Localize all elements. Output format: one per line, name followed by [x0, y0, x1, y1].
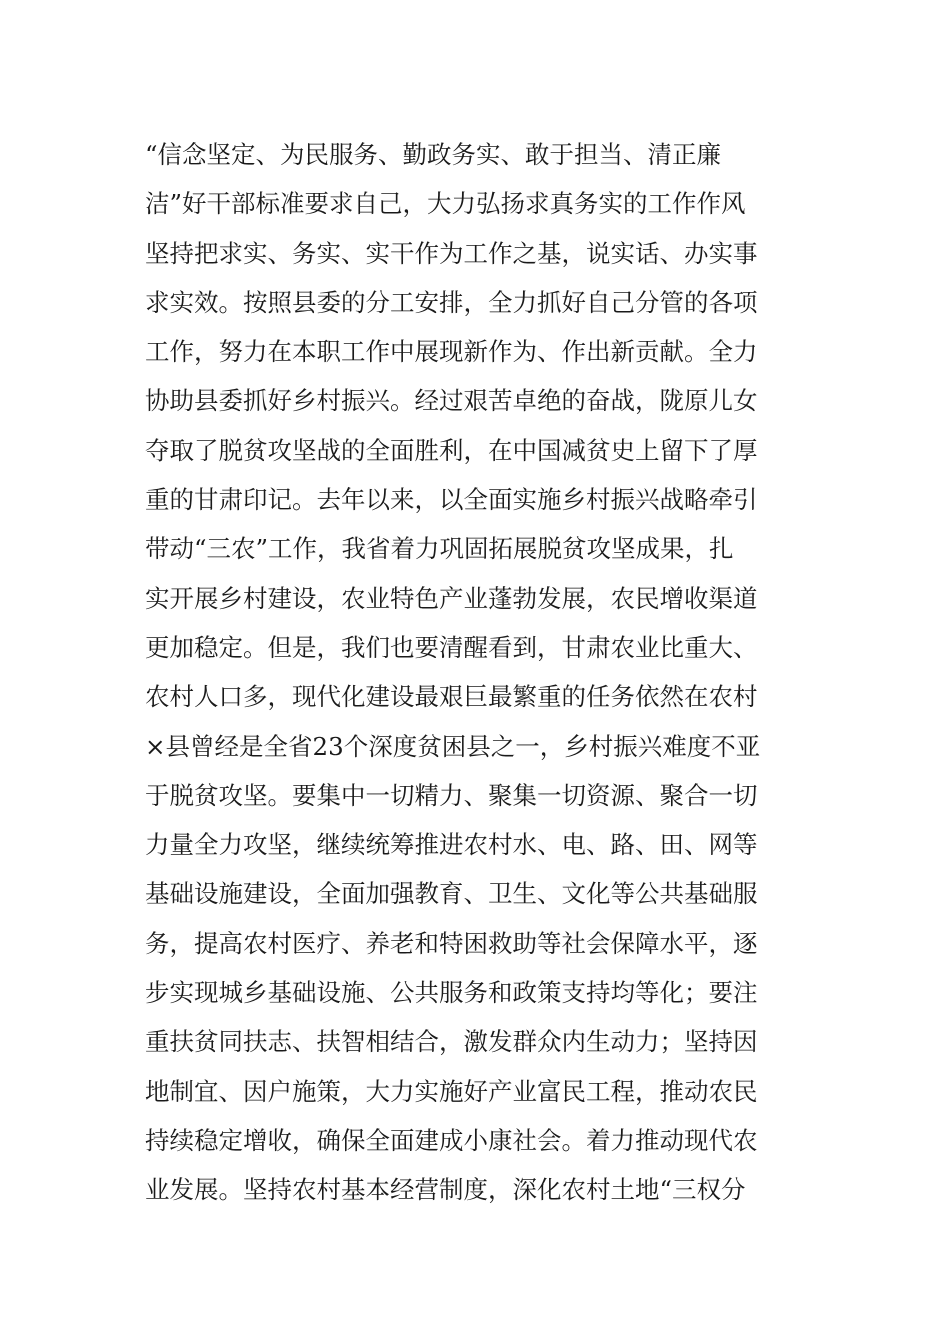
text-line: 重扶贫同扶志、扶智相结合，激发群众内生动力；坚持因 — [145, 1027, 758, 1057]
text-line: 力量全力攻坚，继续统筹推进农村水、电、路、田、网等 — [145, 830, 758, 860]
text-line: ×县曾经是全省23个深度贫困县之一，乡村振兴难度不亚 — [145, 731, 761, 761]
text-line: 持续稳定增收，确保全面建成小康社会。着力推动现代农 — [145, 1125, 758, 1155]
text-line: 求实效。按照县委的分工安排，全力抓好自己分管的各项 — [145, 287, 758, 317]
text-line: 业发展。坚持农村基本经营制度，深化农村土地“三权分 — [145, 1175, 746, 1205]
text-line: “信念坚定、为民服务、勤政务实、敢于担当、清正廉 — [145, 140, 722, 169]
text-line: 更加稳定。但是，我们也要清醒看到，甘肃农业比重大、 — [145, 632, 758, 662]
text-line: 洁”好干部标准要求自己，大力弘扬求真务实的工作作风 — [145, 189, 746, 219]
text-line: 坚持把求实、务实、实干作为工作之基，说实话、办实事 — [145, 238, 758, 268]
text-line: 协助县委抓好乡村振兴。经过艰苦卓绝的奋战，陇原儿女 — [145, 386, 758, 416]
text-line: 步实现城乡基础设施、公共服务和政策支持均等化；要注 — [145, 978, 758, 1008]
text-line: 基础设施建设，全面加强教育、卫生、文化等公共基础服 — [145, 879, 758, 909]
body-text — [145, 130, 845, 1215]
text-line: 重的甘肃印记。去年以来，以全面实施乡村振兴战略牵引 — [145, 485, 758, 515]
text-line: 实开展乡村建设，农业特色产业蓬勃发展，农民增收渠道 — [145, 583, 758, 613]
text-line: 工作，努力在本职工作中展现新作为、作出新贡献。全力 — [145, 337, 758, 367]
text-line: 务，提高农村医疗、养老和特困救助等社会保障水平，逐 — [145, 928, 758, 958]
text-line: 地制宜、因户施策，大力实施好产业富民工程，推动农民 — [145, 1076, 758, 1106]
text-line: 农村人口多，现代化建设最艰巨最繁重的任务依然在农村 — [145, 682, 758, 712]
text-line: 于脱贫攻坚。要集中一切精力、聚集一切资源、聚合一切 — [145, 780, 758, 810]
text-line: 夺取了脱贫攻坚战的全面胜利，在中国减贫史上留下了厚 — [145, 435, 758, 465]
text-line: 带动“三农”工作，我省着力巩固拓展脱贫攻坚成果，扎 — [145, 534, 734, 564]
